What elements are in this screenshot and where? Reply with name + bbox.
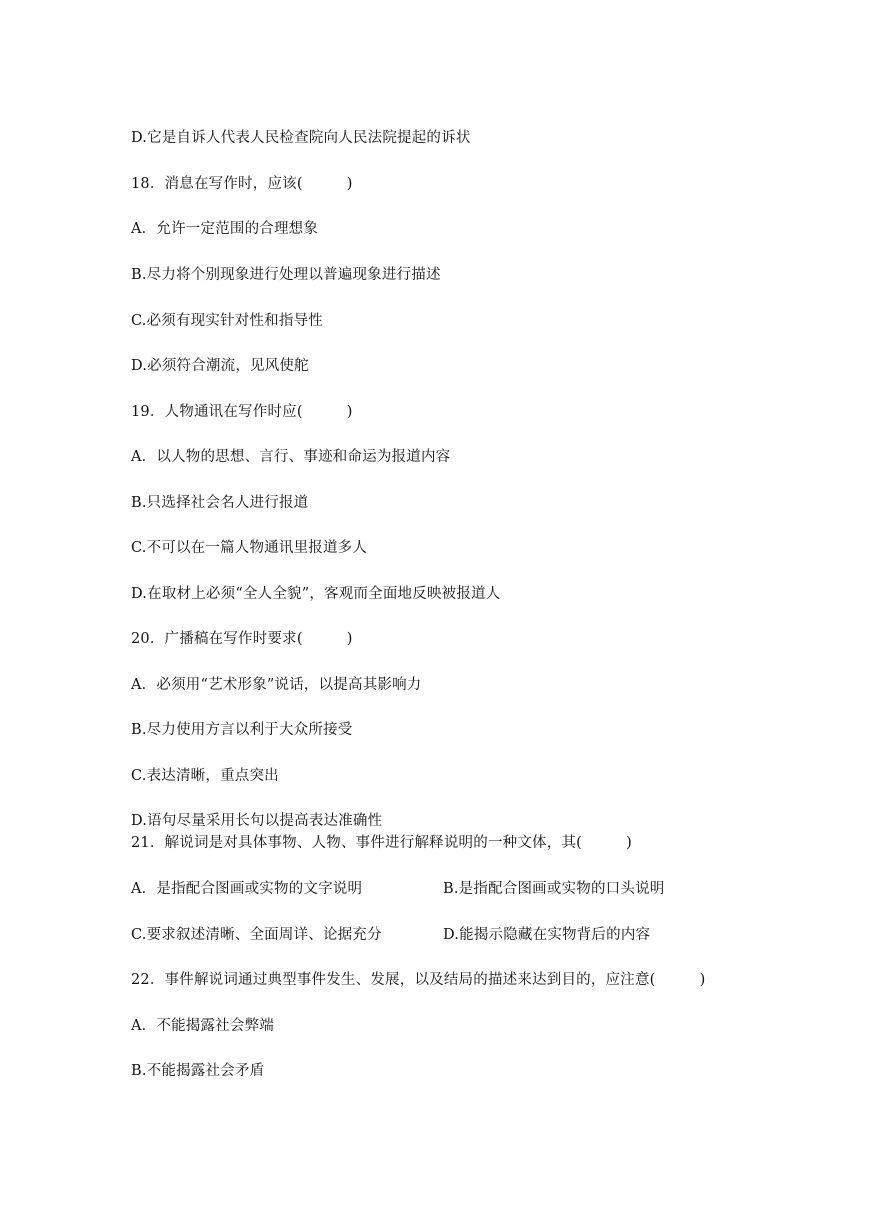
q21-option-a: A．是指配合图画或实物的文字说明: [131, 881, 363, 897]
q19-option-d: D.在取材上必须“全人全貌”，客观而全面地反映被报道人: [131, 586, 501, 602]
q18-option-c: C.必须有现实针对性和指导性: [131, 313, 323, 329]
q19-stem: 19．人物通讯在写作时应( ): [131, 404, 353, 420]
q21-option-c: C.要求叙述清晰、全面周详、论据充分: [131, 927, 382, 943]
q20-stem: 20．广播稿在写作时要求( ): [131, 631, 353, 647]
q19-option-c: C.不可以在一篇人物通讯里报道多人: [131, 540, 368, 556]
q20-option-a: A．必须用“艺术形象”说话，以提高其影响力: [131, 677, 422, 693]
q20-option-d: D.语句尽量采用长句以提高表达准确性: [131, 813, 383, 829]
q22-stem: 22．事件解说词通过典型事件发生、发展，以及结局的描述来达到目的，应注意( ): [131, 972, 706, 988]
q18-option-a: A．允许一定范围的合理想象: [131, 221, 319, 237]
q19-option-b: B.只选择社会名人进行报道: [131, 495, 309, 511]
q20-option-c: C.表达清晰，重点突出: [131, 768, 279, 784]
q20-option-b: B.尽力使用方言以利于大众所接受: [131, 722, 353, 738]
q21-option-b: B.是指配合图画或实物的口头说明: [443, 881, 665, 897]
q18-stem: 18．消息在写作时，应该( ): [131, 176, 353, 192]
q19-option-a: A．以人物的思想、言行、事迹和命运为报道内容: [131, 449, 451, 465]
q17-option-d: D.它是自诉人代表人民检查院向人民法院提起的诉状: [131, 130, 471, 146]
q18-option-b: B.尽力将个别现象进行处理以普遍现象进行描述: [131, 267, 441, 283]
q21-stem: 21．解说词是对具体事物、人物、事件进行解释说明的一种文体，其( ): [131, 835, 632, 851]
q18-option-d: D.必须符合潮流，见风使舵: [131, 358, 309, 374]
q22-option-b: B.不能揭露社会矛盾: [131, 1063, 265, 1079]
q22-option-a: A．不能揭露社会弊端: [131, 1018, 274, 1034]
q21-option-d: D.能揭示隐藏在实物背后的内容: [443, 927, 651, 943]
